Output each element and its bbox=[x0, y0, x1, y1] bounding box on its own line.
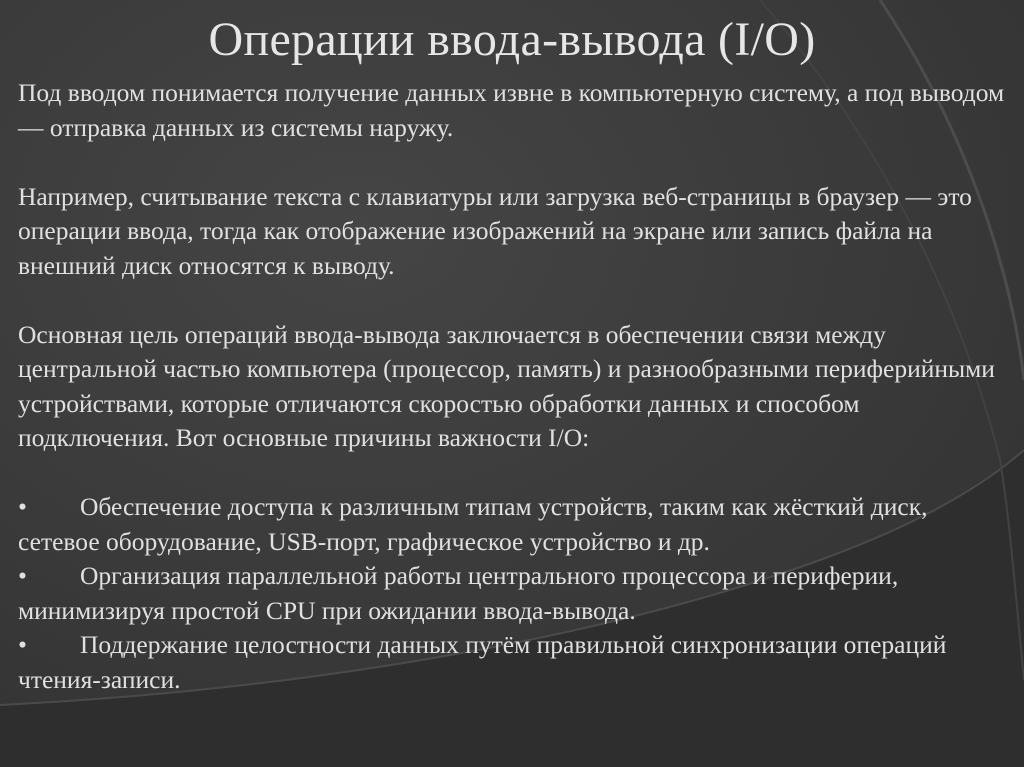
bullet-icon: • bbox=[18, 492, 27, 521]
list-item-text: Обеспечение доступа к различным типам устройств, таким как жёсткий диск, сетевое оборудование, USB-порт, графическое устройство и др. bbox=[18, 492, 928, 556]
bullet-icon: • bbox=[18, 630, 27, 659]
slide-title: Операции ввода-вывода (I/O) bbox=[208, 13, 816, 66]
list-item-text: Организация параллельной работы центрального процессора и периферии, минимизируя простой CPU при ожидании ввода-вывода. bbox=[18, 561, 899, 625]
paragraph-purpose: Основная цель операций ввода-вывода заключается в обеспечении связи между центральной частью компьютера (процессор, память) и разнообразными периферийными устройствами, которые отличаются скоростью обработки данных и способом подключения. Вот основные причины важности I/O: bbox=[18, 319, 995, 452]
reasons-list bbox=[18, 490, 1008, 697]
paragraph-definition: Под вводом понимается получение данных извне в компьютерную систему, а под выводом — отправка данных из системы наружу. bbox=[18, 78, 1005, 142]
list-item bbox=[18, 490, 1008, 559]
slide-body bbox=[18, 76, 1008, 697]
list-item bbox=[18, 559, 1008, 628]
paragraph-example: Например, считывание текста с клавиатуры или загрузка веб-страницы в браузер — это операции ввода, тогда как отображение изображений на экране или запись файла на внешний диск относятся к выводу. bbox=[18, 181, 972, 280]
bullet-icon: • bbox=[18, 561, 27, 590]
list-item bbox=[18, 628, 1008, 697]
list-item-text: Поддержание целостности данных путём правильной синхронизации операций чтения-записи. bbox=[18, 630, 947, 694]
